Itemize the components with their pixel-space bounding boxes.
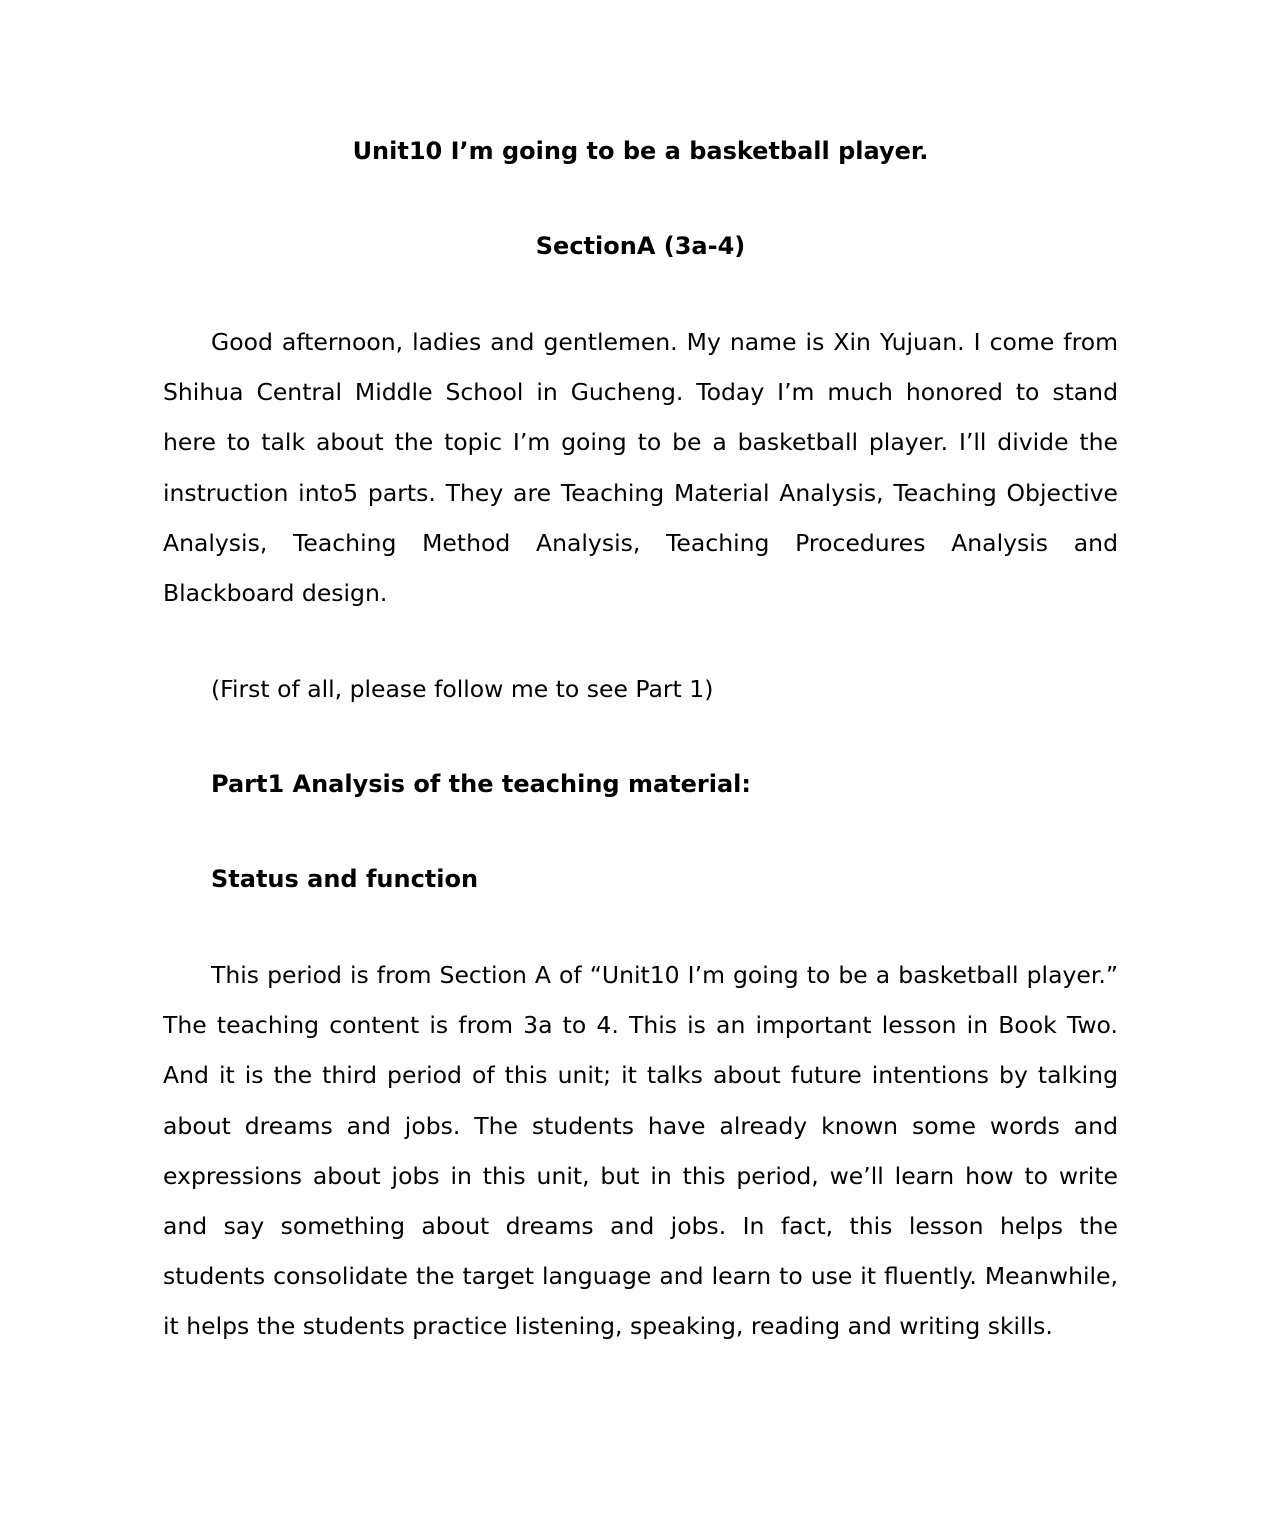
status-paragraph: This period is from Section A of “Unit10 I’m going to be a basketball player.” The teaching content is from 3a to 4. This is an important lesson in Book Two. And it is the third period of this unit; it talks about future intentions by talking about dreams and jobs. The students have already known some words and expressions about jobs in this unit, but in this period, we’ll learn how to write and say something about dreams and jobs. In fact, this lesson helps the students consolidate the target language and learn to use it fluently. Meanwhile, it helps the students practice listening, speaking, reading and writing skills. <box>163 961 1118 1341</box>
document-title: Unit10 I’m going to be a basketball player. <box>352 137 929 165</box>
intro-paragraph: Good afternoon, ladies and gentlemen. My name is Xin Yujuan. I come from Shihua Central Middle School in Gucheng. Today I’m much honored to stand here to talk about the topic I’m going to be a basketball player. I’ll divide the instruction into5 parts. They are Teaching Material Analysis, Teaching Objective Analysis, Teaching Method Analysis, Teaching Procedures Analysis and Blackboard design. <box>163 328 1118 608</box>
status-function-heading: Status and function <box>211 865 479 893</box>
part1-heading: Part1 Analysis of the teaching material: <box>211 770 751 798</box>
stage-note: (First of all, please follow me to see Part 1) <box>211 675 714 703</box>
section-title: SectionA (3a-4) <box>535 232 746 260</box>
